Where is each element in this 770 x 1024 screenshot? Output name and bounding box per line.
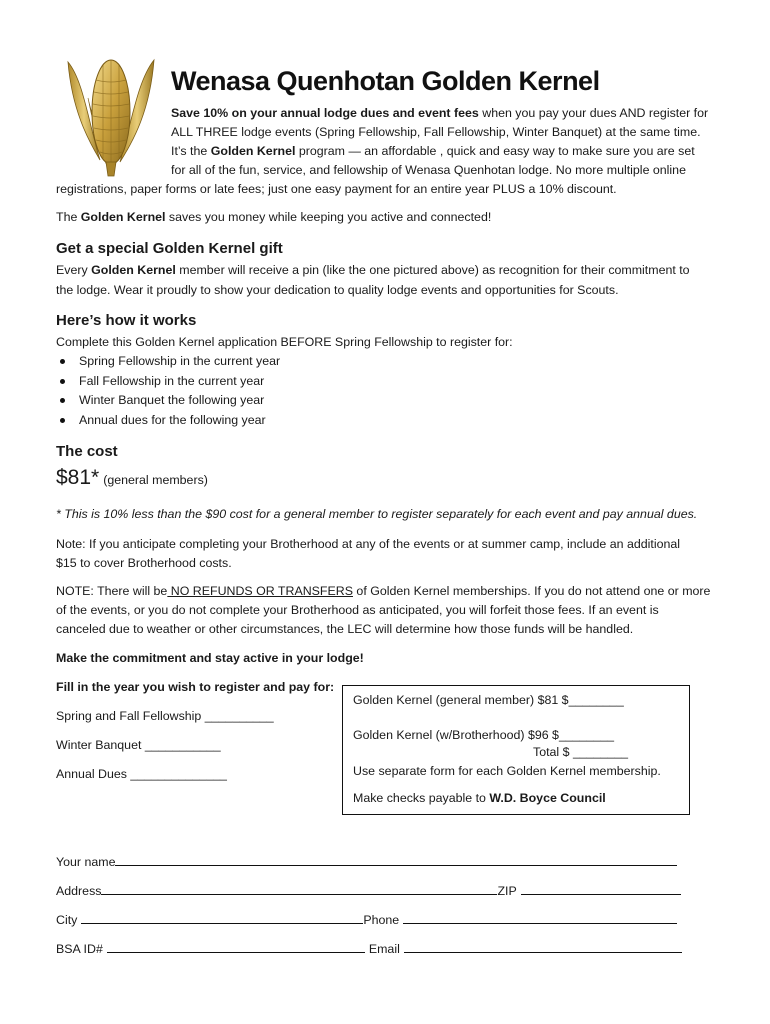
brotherhood-note-line-2: $15 to cover Brotherhood costs. (56, 556, 232, 570)
corn-cob-pin-icon (58, 50, 164, 178)
intro-line-4: for all of the fun, service, and fellowship of Wenasa Quenhotan lodge. No more multiple online (171, 163, 686, 177)
city-label: City (56, 913, 78, 927)
how-list (56, 352, 280, 430)
gift-line-1-pre: Every (56, 263, 92, 277)
bsa-email-row (56, 940, 682, 956)
page-title: Wenasa Quenhotan Golden Kernel (171, 66, 600, 96)
commitment-line: Make the commitment and stay active in your lodge! (56, 651, 364, 665)
intro-line-1 (171, 104, 708, 123)
how-heading: Here’s how it works (56, 312, 197, 329)
winter-banquet-year-field[interactable]: Winter Banquet ___________ (56, 738, 221, 752)
refund-pre: NOTE: There will be (56, 584, 168, 598)
phone-input[interactable] (403, 911, 677, 924)
price-value: $81* (56, 466, 100, 489)
address-input[interactable] (101, 882, 497, 895)
intro-line-3 (171, 142, 695, 161)
your-name-input[interactable] (115, 853, 677, 866)
checks-payee: W.D. Boyce Council (489, 791, 606, 805)
list-item: Winter Banquet the following year (56, 391, 280, 411)
intro-line-3-pre: It’s the (171, 144, 211, 158)
refund-underlined: NO REFUNDS OR TRANSFERS (167, 584, 353, 598)
cost-footnote: * This is 10% less than the $90 cost for a general member to register separately for each event and pay annual dues. (56, 507, 698, 521)
gift-heading: Get a special Golden Kernel gift (56, 240, 283, 257)
checks-pre: Make checks payable to (353, 791, 490, 805)
bsa-id-input[interactable] (107, 940, 365, 953)
general-member-amount-field[interactable]: Golden Kernel (general member) $81 $________ (353, 693, 624, 707)
intro-bold: Save 10% on your annual lodge dues and event fees (171, 106, 479, 120)
intro-line-3-bold: Golden Kernel (210, 144, 296, 158)
email-label: Email (368, 942, 400, 956)
gift-line-2: the lodge. Wear it proudly to show your dedication to quality lodge events and opportunities for Scouts. (56, 283, 619, 297)
refund-note-line-1 (56, 582, 710, 601)
cost-price (56, 466, 208, 490)
brotherhood-amount-field[interactable]: Golden Kernel (w/Brotherhood) $96 $________ (353, 728, 615, 742)
separate-form-note: Use separate form for each Golden Kernel membership. (353, 764, 661, 778)
your-name-row (56, 853, 677, 869)
address-label: Address (56, 884, 102, 898)
email-input[interactable] (404, 940, 682, 953)
gift-line-1 (56, 261, 690, 280)
saves-post: saves you money while keeping you active and connected! (165, 210, 492, 224)
payment-box (342, 685, 690, 815)
gift-line-1-bold: Golden Kernel (91, 263, 176, 277)
list-item: Fall Fellowship in the current year (56, 372, 280, 392)
brotherhood-note-line-1: Note: If you anticipate completing your Brotherhood at any of the events or at summer camp, include an additional (56, 537, 681, 551)
intro-line-5: registrations, paper forms or late fees; just one easy payment for an entire year PLUS a 10% discount. (56, 182, 617, 196)
city-row (56, 911, 677, 927)
saves-bold: Golden Kernel (80, 210, 166, 224)
intro-line-1-rest: when you pay your dues AND register for (478, 106, 709, 120)
city-input[interactable] (81, 911, 363, 924)
intro-line-3-post: program — an affordable , quick and easy way to make sure you are set (295, 144, 695, 158)
bsa-id-label: BSA ID# (56, 942, 103, 956)
saves-pre: The (56, 210, 81, 224)
total-amount-field[interactable]: Total $ ________ (533, 745, 629, 759)
price-note: (general members) (103, 473, 208, 487)
how-intro: Complete this Golden Kernel application BEFORE Spring Fellowship to register for: (56, 335, 513, 349)
intro-line-2: ALL THREE lodge events (Spring Fellowship, Fall Fellowship, Winter Banquet) at the same time. (171, 125, 701, 139)
list-item: Spring Fellowship in the current year (56, 352, 280, 372)
list-item: Annual dues for the following year (56, 411, 280, 431)
gift-line-1-post: member will receive a pin (like the one pictured above) as recognition for their commitment to (175, 263, 690, 277)
phone-label: Phone (363, 913, 400, 927)
fill-year-label: Fill in the year you wish to register and pay for: (56, 680, 335, 694)
annual-dues-year-field[interactable]: Annual Dues ______________ (56, 767, 227, 781)
refund-note-line-3: canceled due to weather or other circumstances, the LEC will determine how those funds will be handled. (56, 622, 634, 636)
spring-fall-year-field[interactable]: Spring and Fall Fellowship __________ (56, 709, 274, 723)
address-row (56, 882, 681, 898)
checks-payable-line (353, 789, 606, 808)
refund-note-line-2: of the events, or you do not complete your Brotherhood as anticipated, you will forfeit those fees. If an event is (56, 603, 659, 617)
refund-post: of Golden Kernel memberships. If you do not attend one or more (352, 584, 711, 598)
your-name-label: Your name (56, 855, 116, 869)
zip-input[interactable] (521, 882, 681, 895)
saves-paragraph (56, 208, 491, 227)
cost-heading: The cost (56, 443, 118, 460)
zip-label: ZIP (497, 884, 517, 898)
